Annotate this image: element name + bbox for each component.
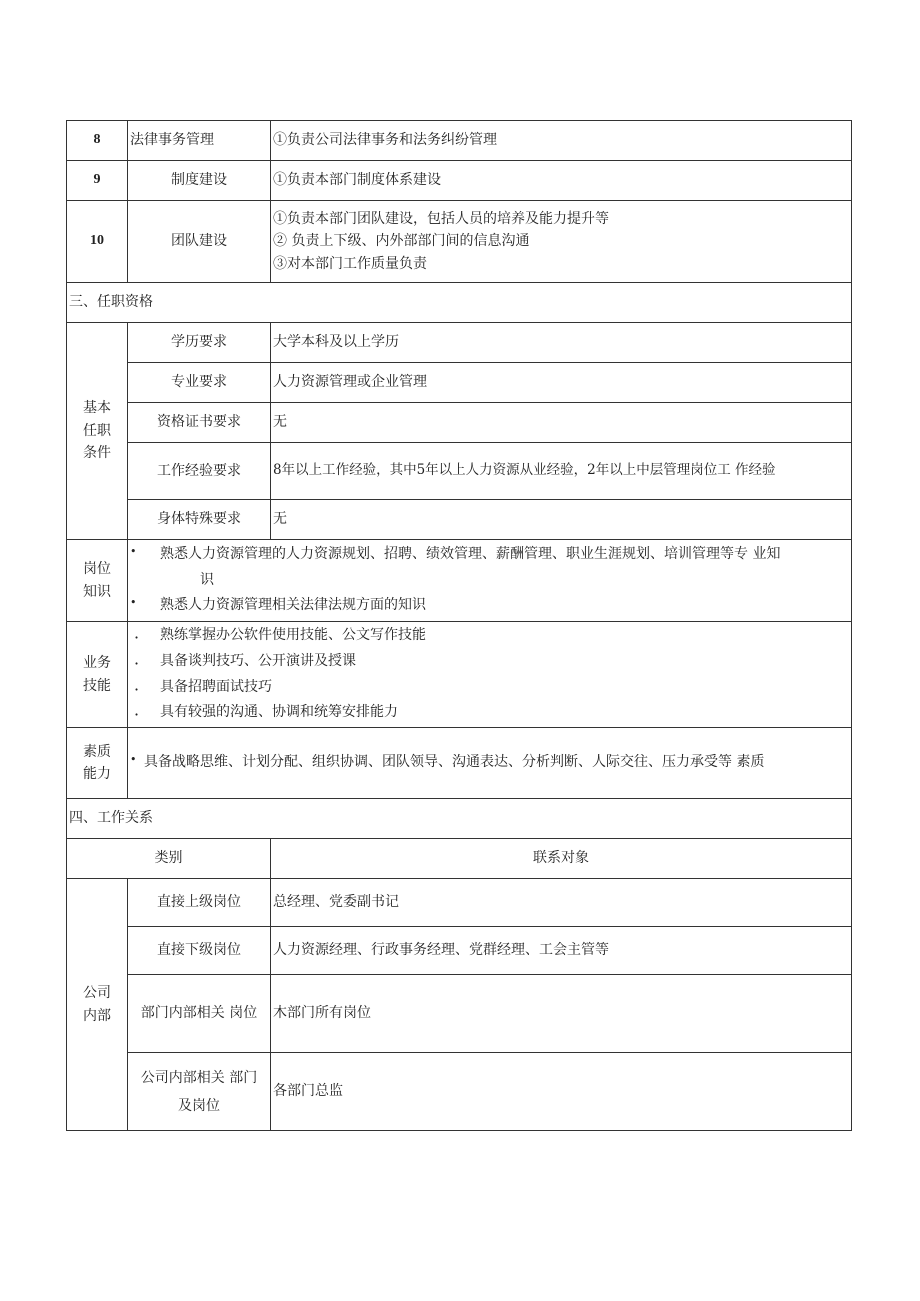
duty-row — [67, 121, 852, 161]
quality-label: 素质 能力 — [67, 728, 128, 799]
qualification-label: 工作经验要求 — [128, 443, 271, 500]
relation-label: 直接上级岗位 — [128, 879, 271, 927]
internal-group-label: 公司 内部 — [67, 879, 128, 1131]
knowledge-list-cell — [128, 540, 852, 622]
relation-row — [67, 975, 852, 1053]
skill-item: · 熟练掌握办公软件使用技能、公文写作技能 — [130, 623, 849, 649]
relation-value: 各部门总监 — [271, 1053, 852, 1131]
relation-label: 公司内部相关 部门 及岗位 — [128, 1053, 271, 1131]
skills-label: 业务 技能 — [67, 622, 128, 728]
qualification-row — [67, 323, 852, 363]
qualification-label: 身体特殊要求 — [128, 500, 271, 540]
quality-item: • 具备战略思维、计划分配、组织协调、团队领导、沟通表达、分析判断、人际交往、压力承受等 素质 — [130, 750, 849, 776]
knowledge-label: 岗位 知识 — [67, 540, 128, 622]
relation-row — [67, 927, 852, 975]
skills-list-cell — [128, 622, 852, 728]
qualification-label: 资格证书要求 — [128, 403, 271, 443]
duty-number: 9 — [67, 161, 128, 201]
relation-value: 人力资源经理、行政事务经理、党群经理、工会主管等 — [271, 927, 852, 975]
qualification-value: 人力资源管理或企业管理 — [271, 363, 852, 403]
relation-value: 木部门所有岗位 — [271, 975, 852, 1053]
qualification-row — [67, 363, 852, 403]
skill-item: · 具备谈判技巧、公开演讲及授课 — [130, 649, 849, 675]
quality-row — [67, 728, 852, 799]
duty-number: 8 — [67, 121, 128, 161]
qualification-row — [67, 500, 852, 540]
category-header: 类别 — [67, 839, 271, 879]
knowledge-item: • 熟悉人力资源管理相关法律法规方面的知识 — [130, 593, 849, 619]
skill-item: · 具有较强的沟通、协调和统筹安排能力 — [130, 700, 849, 726]
basic-conditions-label: 基本 任职 条件 — [67, 323, 128, 540]
duty-number: 10 — [67, 201, 128, 283]
qualification-value: 8年以上工作经验，其中5年以上人力资源从业经验，2年以上中层管理岗位工 作经验 — [271, 443, 852, 500]
duty-description — [271, 201, 852, 283]
relation-label: 直接下级岗位 — [128, 927, 271, 975]
qualification-label: 学历要求 — [128, 323, 271, 363]
relation-label: 部门内部相关 岗位 — [128, 975, 271, 1053]
qualification-value: 无 — [271, 500, 852, 540]
qualification-label: 专业要求 — [128, 363, 271, 403]
relation-header-row — [67, 839, 852, 879]
duty-line: ①负责本部门团队建设，包括人员的培养及能力提升等 — [273, 210, 609, 227]
duty-description: ①负责公司法律事务和法务纠纷管理 — [271, 121, 852, 161]
skills-row — [67, 622, 852, 728]
quality-cell — [128, 728, 852, 799]
relation-row — [67, 1053, 852, 1131]
duty-row — [67, 161, 852, 201]
knowledge-item: • 熟悉人力资源管理的人力资源规划、招聘、绩效管理、薪酬管理、职业生涯规划、培训管理等专 业知 识 — [130, 542, 849, 594]
section-header-row — [67, 283, 852, 323]
duty-name: 法律事务管理 — [128, 121, 271, 161]
relation-row — [67, 879, 852, 927]
duty-row — [67, 201, 852, 283]
section-title: 四、工作关系 — [67, 799, 852, 839]
duty-line: ③对本部门工作质量负责 — [273, 255, 427, 272]
duty-name: 制度建设 — [128, 161, 271, 201]
job-description-table — [66, 120, 852, 1131]
relation-value: 总经理、党委副书记 — [271, 879, 852, 927]
qualification-value: 大学本科及以上学历 — [271, 323, 852, 363]
duty-line: ② 负责上下级、内外部部门间的信息沟通 — [273, 233, 530, 250]
knowledge-row — [67, 540, 852, 622]
contact-header: 联系对象 — [271, 839, 852, 879]
qualification-row — [67, 403, 852, 443]
section-header-row — [67, 799, 852, 839]
skill-item: · 具备招聘面试技巧 — [130, 675, 849, 701]
qualification-value: 无 — [271, 403, 852, 443]
section-title: 三、任职资格 — [67, 283, 852, 323]
duty-description: ①负责本部门制度体系建设 — [271, 161, 852, 201]
qualification-row — [67, 443, 852, 500]
duty-name: 团队建设 — [128, 201, 271, 283]
